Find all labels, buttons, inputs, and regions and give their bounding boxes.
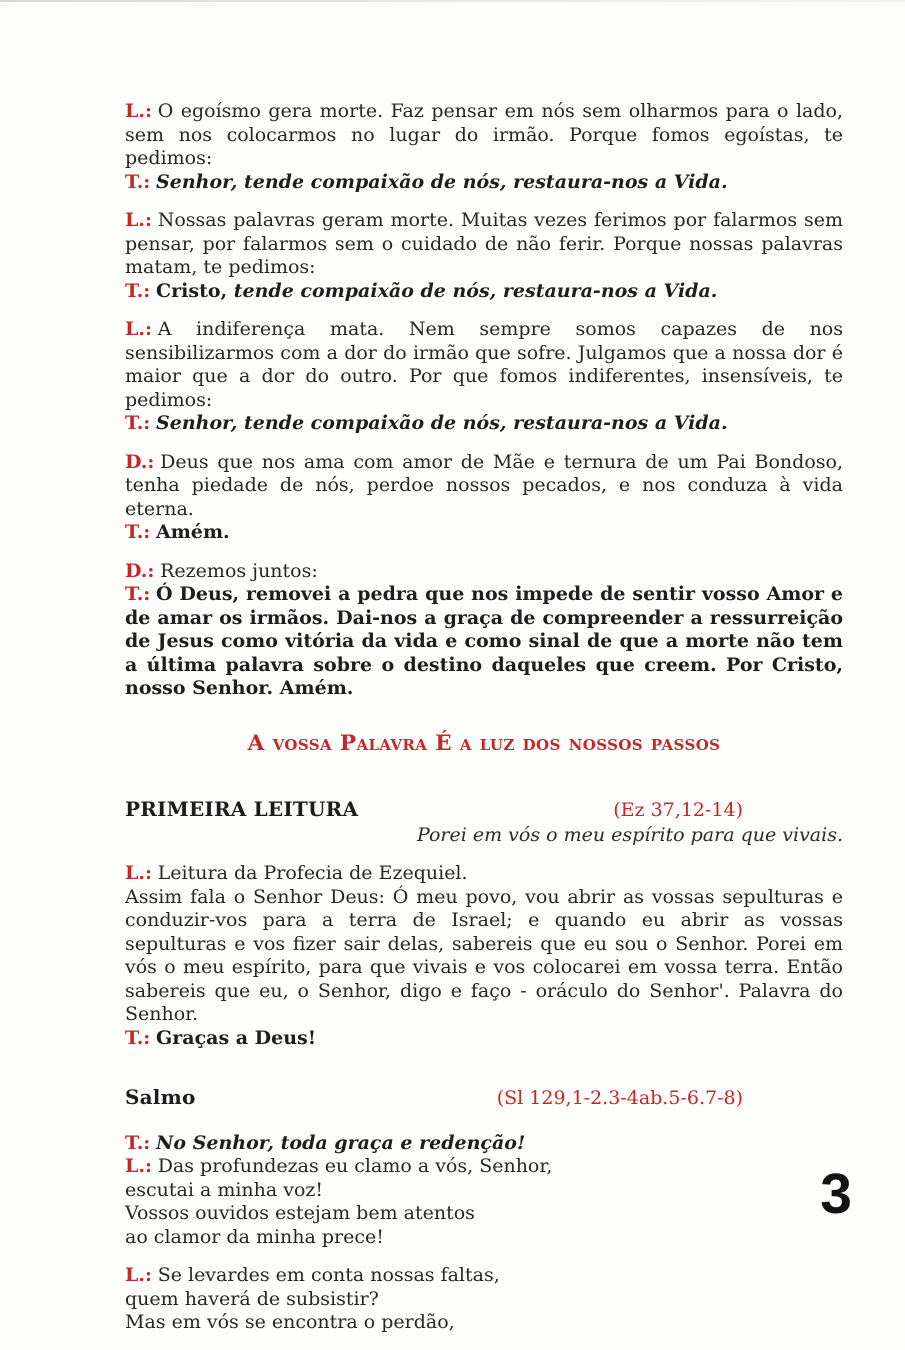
reading-intro-text: Leitura da Profecia de Ezequiel. (157, 862, 468, 884)
psalm-title: Salmo (125, 1085, 196, 1109)
dialogue-block-palavras (125, 209, 843, 303)
response-text: tende compaixão de nós, restaura-nos a Vida. (227, 279, 718, 302)
all-prefix: T.: (125, 521, 151, 543)
leader-prefix: L.: (125, 318, 152, 340)
page-number: 3 (820, 1162, 852, 1226)
paragraph-text: A indiferença mata. Nem sempre somos capazes de nos sensibilizarmos com a dor do irmão que sofre. Julgamos que a nossa dor é maior que a dor do outro. Por que fomos indiferentes, insensíveis, te pedimos: (125, 318, 843, 411)
verse-line: Vossos ouvidos estejam bem atentos (125, 1202, 475, 1224)
all-prefix: T.: (125, 412, 151, 434)
dialogue-block-prayer (125, 560, 843, 701)
verse-line: ao clamor da minha prece! (125, 1225, 384, 1248)
first-reading-block (125, 862, 843, 1050)
response-text: Amém. (156, 521, 230, 543)
psalm-reference: (Sl 129,1-2.3-4ab.5-6.7-8) (496, 1087, 743, 1109)
verse-text: Das profundezas eu clamo a vós, Senhor, (157, 1155, 553, 1177)
dialogue-block-indiferenca (125, 318, 843, 436)
section-heading: A vossa Palavra É a luz dos nossos passos (247, 730, 721, 756)
assembly-response (125, 171, 843, 195)
response-text: Senhor, tende compaixão de nós, restaura-nos a Vida. (156, 170, 728, 193)
first-reading-subtitle: Porei em vós o meu espírito para que vivais. (416, 823, 843, 846)
reading-body: Assim fala o Senhor Deus: Ó meu povo, vou abrir as vossas sepulturas e conduzir-vos para a terra de Israel; e quando eu abrir as vossas sepulturas e vos fizer sair delas, sabereis que eu sou o Senhor. Porei em vós o meu espírito, para que vivais e vos colocarei em vossa terra. Então sabereis que eu, o Senhor, digo e faço - oráculo do Senhor'. Palavra do Senhor. (125, 885, 843, 1025)
spacer (125, 847, 843, 862)
first-reading-title: PRIMEIRA LEITURA (125, 797, 359, 821)
paragraph-text: O egoísmo gera morte. Faz pensar em nós sem olharmos para o lado, sem nos colocarmos no lugar do irmão. Porque fomos egoístas, te pedimos: (125, 100, 843, 169)
verse-line: Mas em vós se encontra o perdão, (125, 1311, 455, 1333)
all-prefix: T.: (125, 583, 151, 605)
verse-line (125, 1155, 843, 1179)
presider-paragraph (125, 451, 843, 522)
first-reading-title-row (125, 798, 843, 823)
paragraph-text: Deus que nos ama com amor de Mãe e ternura de um Pai Bondoso, tenha piedade de nós, perdoe nossos pecados, e nos conduza à vida eterna. (125, 450, 843, 520)
page-top-edge-shadow (0, 0, 905, 2)
verse-line: escutai a minha voz! (125, 1178, 324, 1201)
leader-paragraph (125, 318, 843, 412)
presider-prefix: D.: (125, 450, 155, 473)
dialogue-block-egoismo (125, 100, 843, 194)
assembly-response (125, 412, 843, 436)
spacer (125, 1111, 843, 1132)
all-prefix: T.: (125, 279, 151, 302)
dialogue-block-absolution (125, 451, 843, 545)
verse-text: Se levardes em conta nossas faltas, (157, 1264, 500, 1286)
prayer-text: Ó Deus, removei a pedra que nos impede de sentir vosso Amor e de amar os irmãos. Dai-nos a graça de compreender a ressurreição de Jesus como vitória da vida e como sinal de que a morte não tem a última palavra sobre o destino daqueles que creem. Por Cristo, nosso Senhor. Amém. (125, 583, 843, 699)
psalm-antiphon (125, 1132, 843, 1156)
psalm-title-row (125, 1086, 843, 1111)
leader-prefix: L.: (125, 1264, 152, 1286)
first-reading-reference: (Ez 37,12-14) (613, 799, 743, 821)
antiphon-text: No Senhor, toda graça e redenção! (156, 1131, 526, 1154)
invitation-text: Rezemos juntos: (160, 559, 318, 582)
all-prefix: T.: (125, 1026, 151, 1049)
assembly-response (125, 521, 843, 545)
leader-prefix: L.: (125, 100, 152, 122)
presider-prefix: D.: (125, 559, 155, 582)
response-text: Senhor, tende compaixão de nós, restaura-nos a Vida. (156, 412, 728, 434)
verse-line (125, 1264, 843, 1288)
reading-intro (125, 862, 843, 886)
leader-prefix: L.: (125, 1155, 152, 1177)
leader-prefix: L.: (125, 862, 152, 884)
verse-line: quem haverá de subsistir? (125, 1287, 379, 1310)
response-text: Graças a Deus! (156, 1026, 317, 1049)
assembly-prayer (125, 583, 843, 701)
leader-paragraph (125, 100, 843, 171)
psalm-verse-2 (125, 1264, 843, 1335)
presider-invitation (125, 560, 843, 584)
spacer (125, 1065, 843, 1086)
leader-prefix: L.: (125, 209, 152, 231)
paragraph-text: Nossas palavras geram morte. Muitas vezes ferimos por falarmos sem pensar, por falarmos sem o cuidado de não ferir. Porque nossas palavras matam, te pedimos: (125, 209, 843, 278)
assembly-response (125, 280, 843, 304)
all-prefix: T.: (125, 170, 151, 193)
assembly-response (125, 1027, 843, 1051)
response-invocation: Cristo, (156, 279, 228, 302)
psalm-verse-1 (125, 1132, 843, 1250)
leader-paragraph (125, 209, 843, 280)
all-prefix: T.: (125, 1131, 151, 1154)
text-column (125, 100, 843, 1350)
